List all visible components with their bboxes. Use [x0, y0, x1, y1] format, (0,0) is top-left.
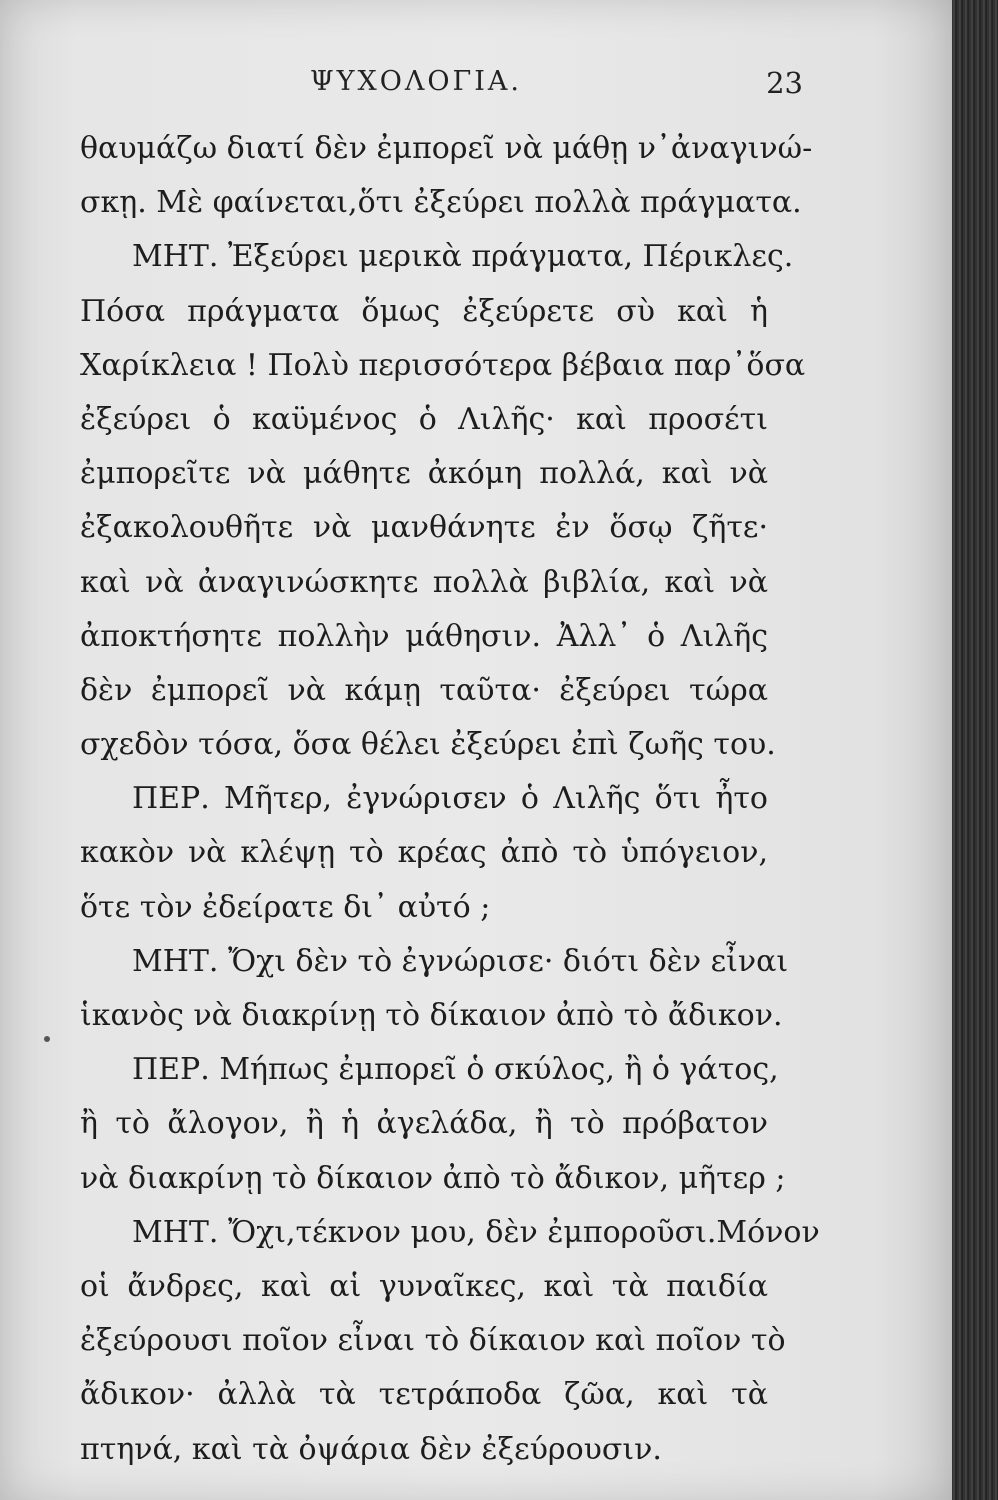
text-line: ἐξακολουθῆτε νὰ μανθάνητε ἐν ὅσῳ ζῆτε·	[80, 510, 768, 546]
text-line: πτηνά, καὶ τὰ ὀψάρια δὲν ἐξεύρουσιν.	[80, 1431, 662, 1467]
text-line: ἀποκτήσητε πολλὴν μάθησιν. Ἀλλ᾿ ὁ Λιλῆς	[80, 618, 768, 654]
text-line: ἢ τὸ ἄλογον, ἢ ἡ ἀγελάδα, ἢ τὸ πρόβατον	[80, 1106, 768, 1142]
text-line: καὶ νὰ ἀναγινώσκητε πολλὰ βιβλία, καὶ νὰ	[80, 564, 768, 600]
text-line: σκῃ. Μὲ φαίνεται,ὅτι ἐξεύρει πολλὰ πράγματα.	[80, 185, 802, 221]
page-number: 23	[766, 66, 803, 100]
text-line: σχεδὸν τόσα, ὅσα θέλει ἐξεύρει ἐπὶ ζωῆς του.	[80, 727, 776, 763]
text-line: νὰ διακρίνῃ τὸ δίκαιον ἀπὸ τὸ ἄδικον, μῆτερ ;	[80, 1160, 786, 1196]
text-line: οἱ ἄνδρες, καὶ αἱ γυναῖκες, καὶ τὰ παιδία	[80, 1268, 768, 1304]
text-line: Χαρίκλεια ! Πολὺ περισσότερα βέβαια παρ᾿ὅσα	[80, 347, 806, 383]
text-line: ΜΗΤ. Ὄχι,τέκνον μου, δὲν ἐμποροῦσι.Μόνον	[132, 1214, 820, 1250]
text-line: ΜΗΤ. Ἐξεύρει μερικὰ πράγματα, Πέρικλες.	[132, 239, 794, 275]
text-line: ἐμπορεῖτε νὰ μάθητε ἀκόμη πολλά, καὶ νὰ	[80, 456, 768, 492]
text-line: ΠΕΡ. Μῆτερ, ἐγνώρισεν ὁ Λιλῆς ὅτι ἦτο	[132, 781, 768, 817]
text-line: ἱκανὸς νὰ διακρίνῃ τὸ δίκαιον ἀπὸ τὸ ἄδικον.	[80, 998, 783, 1033]
text-line: ΠΕΡ. Μήπως ἐμπορεῖ ὁ σκύλος, ἢ ὁ γάτος,	[132, 1052, 779, 1088]
body-text	[80, 122, 820, 1477]
text-line: ἐξεύρουσι ποῖον εἶναι τὸ δίκαιον καὶ ποῖον τὸ	[80, 1323, 786, 1359]
page-header	[80, 66, 803, 106]
running-title: ΨΥΧΟΛΟΓΙΑ.	[310, 66, 522, 97]
text-line: ὅτε τὸν ἐδείρατε δι᾿ αὐτό ;	[80, 889, 491, 925]
text-line: ἄδικον· ἀλλὰ τὰ τετράποδα ζῶα, καὶ τὰ	[80, 1377, 768, 1413]
text-line: ΜΗΤ. Ὄχι δὲν τὸ ἐγνώρισε· διότι δὲν εἶναι	[132, 943, 789, 979]
text-line: Πόσα πράγματα ὅμως ἐξεύρετε σὺ καὶ ἡ	[80, 293, 768, 329]
text-line: δὲν ἐμπορεῖ νὰ κάμῃ ταῦτα· ἐξεύρει τώρα	[80, 672, 768, 708]
margin-mark	[44, 1036, 50, 1042]
text-line: ἐξεύρει ὁ καϋμένος ὁ Λιλῆς· καὶ προσέτι	[80, 401, 768, 437]
text-line: θαυμάζω διατί δὲν ἐμπορεῖ νὰ μάθῃ ν᾿ἀναγινώ-	[80, 131, 813, 166]
book-page-edges	[952, 0, 998, 1500]
text-line: κακὸν νὰ κλέψῃ τὸ κρέας ἀπὸ τὸ ὑπόγειον,	[80, 835, 768, 871]
